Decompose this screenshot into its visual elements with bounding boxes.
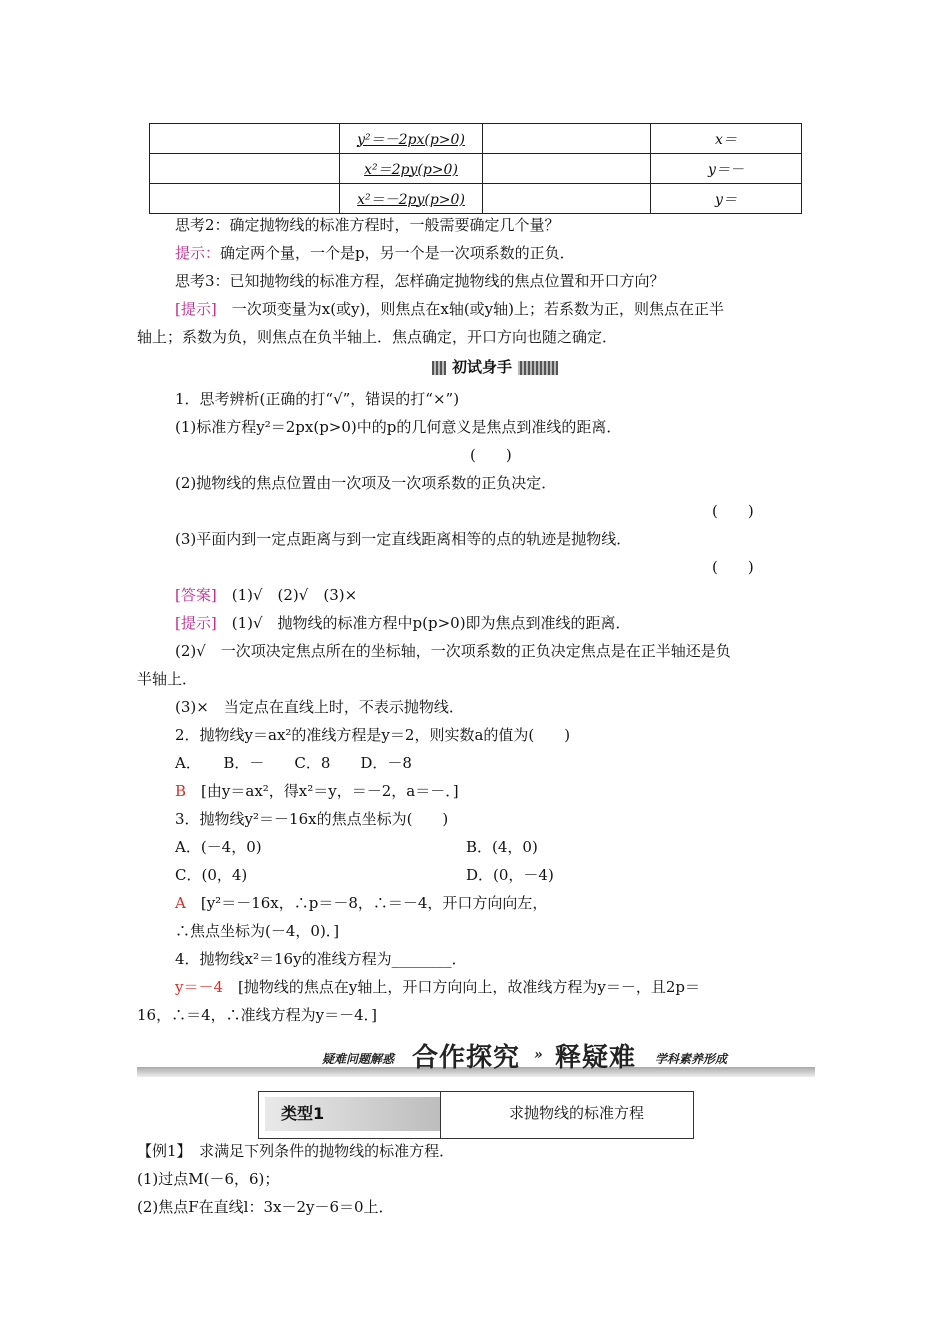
question-3-solution-2: ∴焦点坐标为(－4，0)．] [175,922,340,940]
type-tag: 类型1 [281,1104,325,1123]
table-row [150,124,802,154]
answer-paren: ( ) [712,502,754,520]
option-c: C．(0，4) [175,866,248,884]
question-1-1: (1)标准方程y²＝2px(p>0)中的p的几何意义是焦点到准线的距离． [175,418,622,436]
hint-3-line2: 轴上；系数为负，则焦点在负半轴上．焦点确定，开口方向也随之确定． [137,328,618,346]
equation-cell: x²＝－2py(p>0) [357,191,465,208]
band-right-label: 学科素养形成 [655,1052,728,1066]
question-2-options: A． B．－ C．8 D．－8 [175,754,412,772]
answer-paren: ( ) [712,558,754,576]
question-4-solution: y＝－4 [抛物线的焦点在y轴上，开口方向向上，故准线方程为y＝－，且2p＝ [175,978,700,996]
question-2-answer: B [175,782,187,800]
trial-section-header [432,358,558,376]
answer-tag: [答案] [175,586,217,604]
type-box [258,1091,694,1139]
option-a: A．(－4，0) [175,838,262,856]
table-row [150,154,802,184]
band-title-1: 合作探究 [412,1043,521,1073]
think-2: 思考2：确定抛物线的标准方程时，一般需要确定几个量？ [175,216,560,234]
example-1-part-1: (1)过点M(－6，6)； [137,1170,280,1188]
question-1-2: (2)抛物线的焦点位置由一次项及一次项系数的正负决定． [175,474,557,492]
directrix-cell: x＝ [715,131,737,148]
example-1: 【例1】 求满足下列条件的抛物线的标准方程． [137,1142,455,1160]
hint-2 [175,242,575,263]
hint-line-2b: 半轴上． [137,670,198,688]
question-3: 3．抛物线y²＝－16x的焦点坐标为( ) [175,810,449,828]
directrix-cell: y＝ [715,191,737,208]
question-1-3: (3)平面内到一定点距离与到一定直线距离相等的点的轨迹是抛物线． [175,530,632,548]
band-left-label: 疑难问题解惑 [322,1052,395,1066]
equation-cell: x²＝2py(p>0) [364,161,458,178]
section-band [137,1041,815,1075]
trial-title: 初试身手 [446,356,518,377]
type-title: 求抛物线的标准方程 [509,1104,645,1122]
hint-2-text: 确定两个量，一个是p，另一个是一次项系数的正负． [220,244,575,262]
answer-line: [答案] (1)√ (2)√ (3)× [175,586,358,604]
equation-cell: y²＝－2px(p>0) [357,131,465,148]
hint-3-tag: [提示] [175,300,217,318]
think-3: 思考3：已知抛物线的标准方程，怎样确定抛物线的焦点位置和开口方向？ [175,272,665,290]
example-1-part-2: (2)焦点F在直线l：3x－2y－6＝0上． [137,1198,394,1216]
question-4-solution-2: 16，∴＝4，∴准线方程为y＝－4．] [137,1006,378,1024]
question-4-answer: y＝－4 [175,978,224,996]
question-4: 4．抛物线x²＝16y的准线方程为________． [175,950,467,968]
question-3-answer: A [175,894,186,912]
option-b: B．(4，0) [466,838,538,856]
hint-line-2a: (2)√ 一次项决定焦点所在的坐标轴，一次项系数的正负决定焦点是在正半轴还是负 [175,642,731,660]
question-2: 2．抛物线y＝ax²的准线方程是y＝2，则实数a的值为( ) [175,726,571,744]
question-1: 1．思考辨析(正确的打“√”，错误的打“×”) [175,390,460,408]
option-d: D．(0，－4) [466,866,554,884]
double-chevron-icon: » [534,1047,543,1063]
directrix-cell: y＝－ [708,161,744,178]
hint-3-line1: [提示] 一次项变量为x(或y)，则焦点在x轴(或y轴)上；若系数为正，则焦点在正半 [175,300,725,318]
standard-equation-table [149,123,802,214]
hint-2-tag: 提示： [175,244,221,262]
table-row [150,184,802,214]
hint-line-1: [提示] (1)√ 抛物线的标准方程中p(p>0)即为焦点到准线的距离． [175,614,631,632]
hint-line-3: (3)× 当定点在直线上时，不表示抛物线． [175,698,464,716]
example-tag: 【例1】 [137,1142,185,1160]
question-2-solution: B [由y＝ax²，得x²＝y，＝－2，a＝－．] [175,782,459,800]
question-3-solution: A [y²＝－16x，∴p＝－8，∴＝－4，开口方向向左， [175,894,548,912]
hint-tag: [提示] [175,614,217,632]
answer-paren: ( ) [470,446,512,464]
band-title-2: 释疑难 [555,1043,637,1073]
